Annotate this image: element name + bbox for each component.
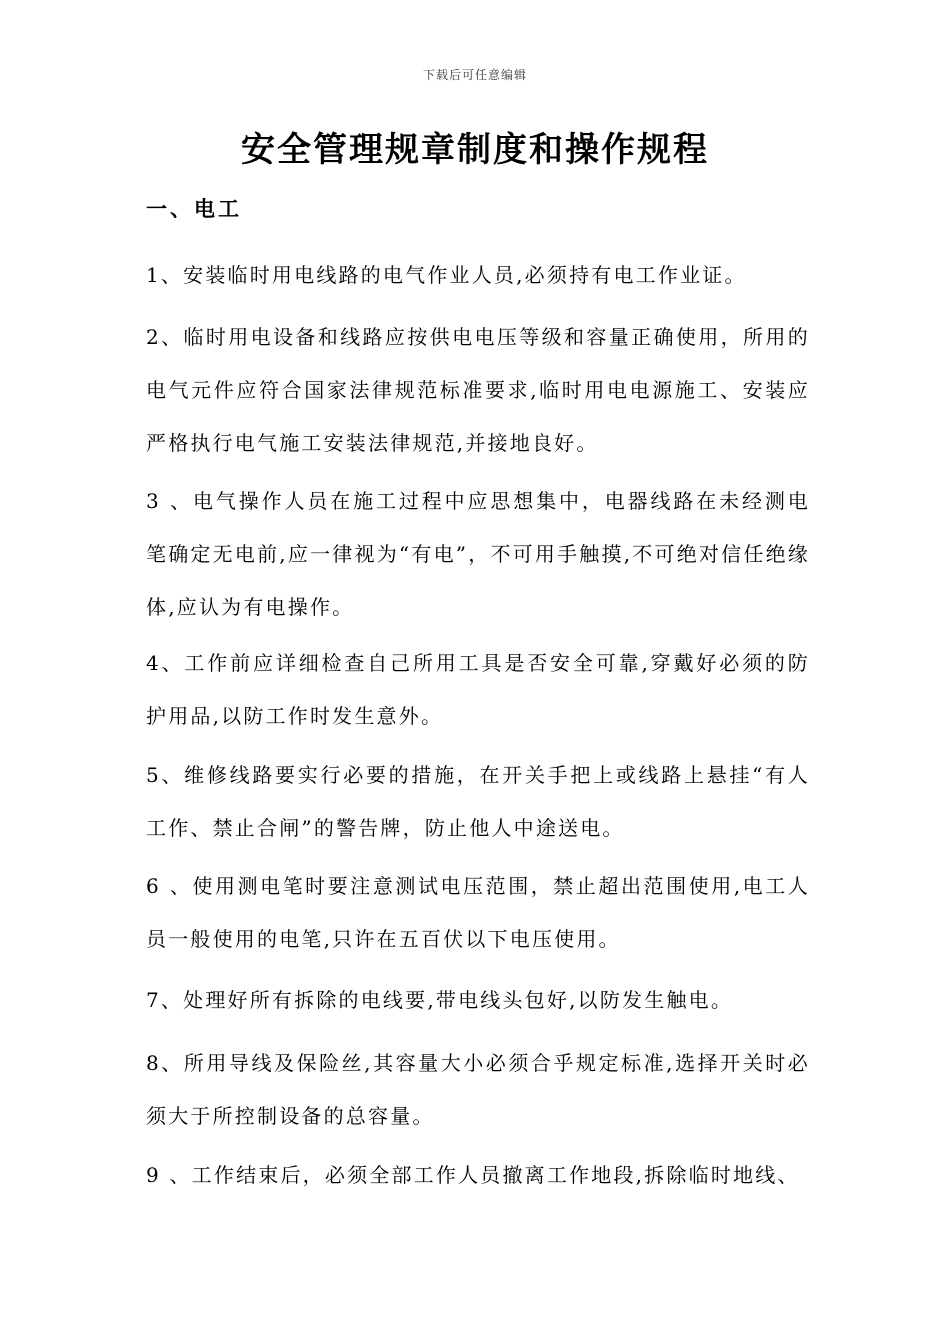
rule-paragraph-2: 2、临时用电设备和线路应按供电电压等级和容量正确使用，所用的电气元件应符合国家法律规范标准要求,临时用电电源施工、安装应严格执行电气施工安装法律规范,并接地良好。 [146, 325, 810, 455]
rule-paragraph-6: 6 、使用测电笔时要注意测试电压范围，禁止超出范围使用,电工人员一般使用的电笔,只许在五百伏以下电压使用。 [146, 874, 810, 951]
document-title: 安全管理规章制度和操作规程 [241, 130, 709, 170]
rule-paragraph-8: 8、所用导线及保险丝,其容量大小必须合乎规定标准,选择开关时必须大于所控制设备的总容量。 [146, 1051, 810, 1128]
rule-paragraph-9: 9 、工作结束后，必须全部工作人员撤离工作地段,拆除临时地线、 [146, 1163, 800, 1187]
rule-paragraph-7: 7、处理好所有拆除的电线要,带电线头包好,以防发生触电。 [146, 988, 734, 1012]
rule-paragraph-5: 5、维修线路要实行必要的措施，在开关手把上或线路上悬挂“有人工作、禁止合闸”的警告牌，防止他人中途送电。 [146, 763, 810, 840]
section-heading-electrician: 一、电工 [146, 196, 242, 221]
rule-paragraph-1: 1、安装临时用电线路的电气作业人员,必须持有电工作业证。 [146, 263, 747, 287]
header-note: 下载后可任意编辑 [422, 68, 527, 82]
rule-paragraph-3: 3 、电气操作人员在施工过程中应思想集中，电器线路在未经测电笔确定无电前,应一律视为“有电”，不可用手触摸,不可绝对信任绝缘体,应认为有电操作。 [146, 489, 810, 619]
rule-paragraph-4: 4、工作前应详细检查自己所用工具是否安全可靠,穿戴好必须的防护用品,以防工作时发生意外。 [146, 651, 810, 728]
